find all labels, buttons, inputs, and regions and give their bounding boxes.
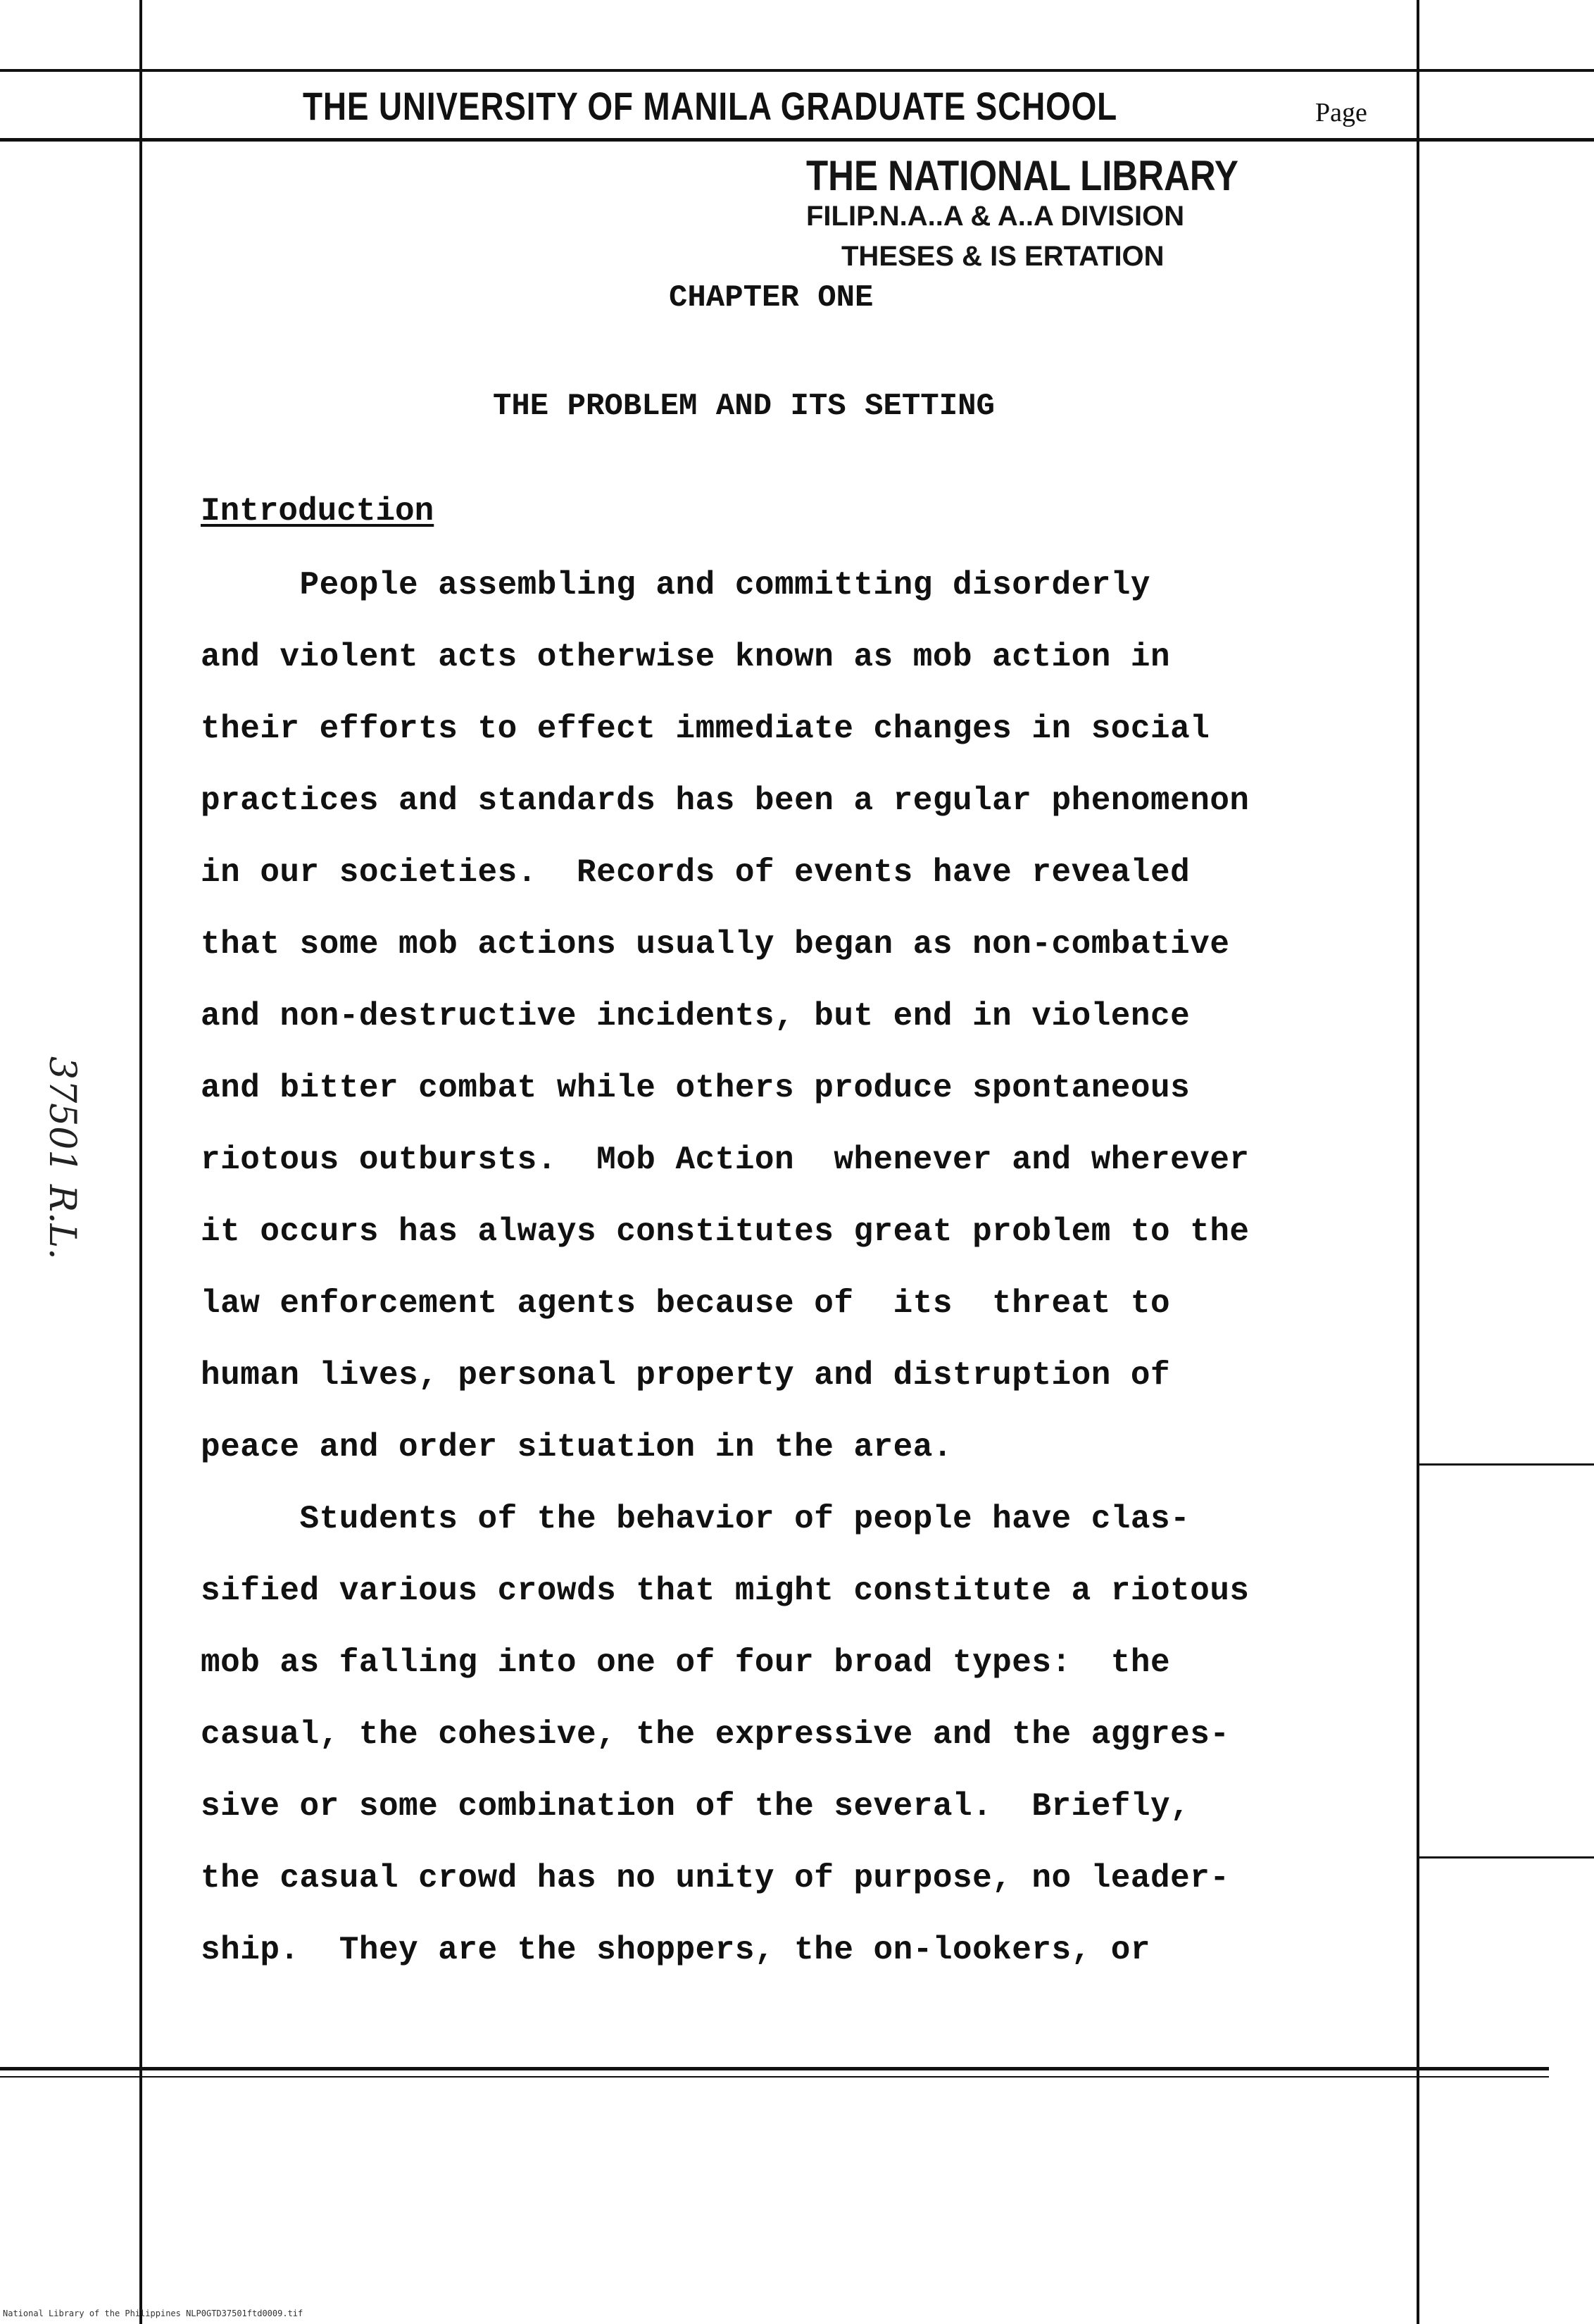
body-line: riotous outbursts. Mob Action whenever and wherever [201, 1142, 1250, 1178]
body-line: and non-destructive incidents, but end in violence [201, 998, 1191, 1035]
body-line: sive or some combination of the several. Briefly, [201, 1788, 1191, 1825]
top-rule [0, 69, 1594, 72]
body-line: and bitter combat while others produce spontaneous [201, 1070, 1191, 1106]
library-stamp-line1: THE NATIONAL LIBRARY [806, 152, 1238, 199]
body-line: their efforts to effect immediate changes in social [201, 711, 1210, 747]
body-line: mob as falling into one of four broad types: the [201, 1644, 1171, 1681]
body-line: ship. They are the shoppers, the on-lookers, or [201, 1932, 1151, 1968]
bottom-rule-thin [0, 2076, 1549, 2078]
handwritten-margin-note: 37501 R.L. [41, 1056, 83, 1260]
body-line: human lives, personal property and distruption of [201, 1357, 1171, 1394]
left-margin-line [139, 0, 142, 2324]
body-line: the casual crowd has no unity of purpose, no leader- [201, 1860, 1230, 1897]
library-stamp-line2: FILIP.N.A..A & A..A DIVISION [806, 201, 1185, 232]
body-line: peace and order situation in the area. [201, 1429, 953, 1466]
section-title: THE PROBLEM AND ITS SETTING [493, 389, 995, 424]
scan-footer-note: National Library of the Philippines NLP0GTD37501ftd0009.tif [3, 2309, 303, 2318]
right-tick-1 [1417, 1463, 1594, 1466]
header-rule [0, 138, 1594, 142]
body-line: sified various crowds that might constitute a riotous [201, 1573, 1250, 1609]
body-line: practices and standards has been a regular phenomenon [201, 782, 1250, 819]
header-title: THE UNIVERSITY OF MANILA GRADUATE SCHOOL [303, 84, 1118, 128]
body-line: Students of the behavior of people have clas- [201, 1501, 1191, 1537]
introduction-subheading: Introduction [201, 493, 434, 530]
bottom-rule [0, 2067, 1549, 2070]
body-line: and violent acts otherwise known as mob action in [201, 639, 1171, 675]
chapter-heading: CHAPTER ONE [669, 280, 874, 316]
body-line: casual, the cohesive, the expressive and the aggres- [201, 1716, 1230, 1753]
body-line: in our societies. Records of events have revealed [201, 854, 1191, 891]
right-tick-2 [1417, 1856, 1594, 1858]
body-line: it occurs has always constitutes great problem to the [201, 1213, 1250, 1250]
page-label: Page [1315, 98, 1367, 127]
body-line: law enforcement agents because of its threat to [201, 1285, 1171, 1322]
right-margin-line [1417, 0, 1419, 2324]
body-line: that some mob actions usually began as non-combative [201, 926, 1230, 963]
body-line: People assembling and committing disorderly [201, 567, 1151, 604]
library-stamp-line3: THESES & IS ERTATION [841, 241, 1165, 272]
